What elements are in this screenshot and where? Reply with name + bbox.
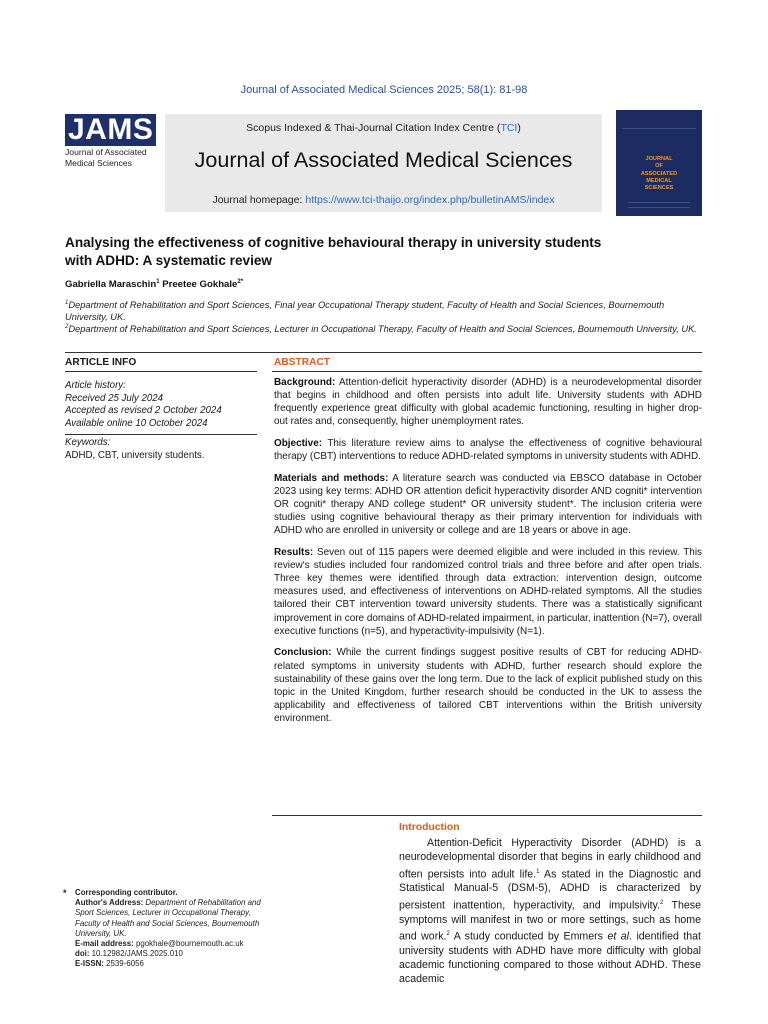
section-text: Seven out of 115 papers were deemed eligible and were included in this review. This review's studies included four randomized control trials and three before and after open trials. Three key themes were identified through data extraction: intervention design, outcome measures used, and effectiveness of interventions on ADHD-related symptoms. All the studies tailored their CBT intervention toward university students. There was a statistically significant improvement in core domains of ADHD-related impairment, in particular, inattention (N=7), overall executive functions (n=5), and hyperactivity-impulsivity (N=1).: [274, 547, 702, 637]
paper-title: [65, 234, 705, 270]
doi-label: doi:: [75, 949, 92, 959]
journal-cover-image: [616, 110, 702, 216]
history-label: Article history:: [65, 380, 126, 391]
tci-link[interactable]: TCI: [500, 122, 518, 134]
journal-logo: [65, 114, 160, 169]
affiliation-text: Department of Rehabilitation and Sport Sciences, Lecturer in Occupational Therapy, Faculty of Health and Social Sciences, Bournemouth University, UK.: [68, 324, 697, 335]
email-label: E-mail address:: [75, 939, 136, 949]
section-label: Materials and methods:: [274, 472, 389, 484]
cover-rule: [628, 202, 690, 203]
cover-title-line: ASSOCIATED: [640, 170, 678, 177]
abstract-results: [274, 546, 702, 638]
cover-title-line: OF: [655, 163, 663, 170]
section-label: Objective:: [274, 438, 323, 450]
intro-text: These symptoms will manifest in two or more settings, such as home and work.: [399, 899, 701, 943]
keywords: [65, 437, 257, 462]
cover-rule: [628, 207, 690, 208]
intro-text: Attention-Deficit Hyperactivity Disorder (ADHD) is a neurodevelopmental disorder that begins in early childhood and often persists into adult life.: [399, 837, 701, 881]
affiliation-1: [65, 298, 705, 323]
affiliation-2: [65, 322, 705, 336]
homepage-link[interactable]: https://www.tci-thaijo.org/index.php/bulletinAMS/index: [305, 194, 555, 206]
corr-address: Department of Rehabilitation and Sport Sciences, Lecturer in Occupational Therapy, Faculty of Health and Social Sciences, Bournemouth University, UK.: [75, 898, 261, 938]
cover-header: [622, 118, 696, 129]
section-label: Background:: [274, 377, 336, 388]
author-sup: 2*: [237, 279, 244, 285]
citation-ref: 1: [536, 868, 540, 875]
article-info-divider: [65, 371, 257, 372]
article-info-divider: [65, 434, 257, 435]
paper-title-line-2: with ADHD: A systematic review: [65, 253, 272, 268]
abstract-body: [274, 376, 702, 734]
intro-text: . identified that university students with ADHD have more difficulty with global academic functioning compared to those without ADHD. These academic: [399, 930, 701, 986]
section-label: Conclusion:: [274, 647, 332, 659]
index-suffix: ): [517, 122, 521, 134]
eissn-label: E-ISSN:: [75, 959, 107, 969]
date-received: Received 25 July 2024: [65, 392, 164, 404]
logo-line-2: Medical Sciences: [65, 158, 132, 168]
corr-email-link[interactable]: pgokhale@bournemouth.ac.uk: [135, 939, 244, 949]
doi-value[interactable]: 10.12982/JAMS.2025.010: [91, 949, 183, 959]
affiliation-sup: 2: [65, 324, 69, 330]
section-text: A literature search was conducted via EBSCO database in October 2023 using key terms: ADHD OR attention deficit hyperactivity disorder AND cogniti* intervention OR cogniti* therapy AND college student* OR university student*. The inclusion criteria were studies using cognitive behavioural therapy as their primary intervention for individuals with ADHD who are enrolled in university or college and are 18 years or above in age.: [274, 472, 702, 537]
article-history: [65, 380, 257, 430]
cover-title: [622, 156, 696, 192]
journal-citation: Journal of Associated Medical Sciences 2025; 58(1): 81-98: [240, 84, 528, 96]
abstract-objective: [274, 437, 702, 463]
journal-homepage: [165, 194, 602, 206]
corresponding-author-note: [65, 888, 270, 970]
author-name: Preetee Gokhale: [159, 279, 238, 291]
keywords-list: ADHD, CBT, university students.: [65, 449, 205, 461]
abstract-background: [274, 376, 702, 428]
cover-title-line: MEDICAL: [646, 177, 672, 184]
author-sup: 1: [156, 279, 160, 285]
section-text: This literature review aims to analyse the effectiveness of cognitive behavioural therapy (CBT) interventions to reduce ADHD-related symptoms in university students with ADHD.: [274, 438, 702, 463]
journal-banner: [165, 114, 602, 212]
section-label: Results:: [274, 547, 314, 559]
section-text: While the current findings suggest positive results of CBT for reducing ADHD-related symptoms in university students with ADHD, further research should explore the sustainability of these gains over the long term. Due to the lack of explicit published study on this topic in the United Kingdom, further research should be conducted in the UK to assess the applicability and effectiveness of tailored CBT interventions within the British university environment.: [274, 647, 702, 724]
asterisk-icon: *: [63, 888, 67, 898]
homepage-label: Journal homepage:: [212, 194, 306, 206]
keywords-label: Keywords:: [65, 437, 111, 448]
logo-acronym: JAMS: [65, 114, 156, 146]
cover-title-line: JOURNAL: [645, 156, 673, 162]
eissn-value: 2539-6056: [106, 959, 144, 969]
logo-line-1: Journal of Associated: [65, 147, 147, 157]
index-prefix: Scopus Indexed & Thai-Journal Citation Index Centre (: [246, 122, 501, 134]
citation-ref: 2: [660, 899, 664, 906]
section-text: Attention-deficit hyperactivity disorder (ADHD) is a neurodevelopmental disorder that begins in childhood and often persists into adult life. University students with ADHD frequently experience great difficulty with global academic functioning, resulting in higher drop-out rates and, consequently, higher unemployment rates.: [274, 377, 702, 428]
section-divider: [65, 352, 702, 353]
intro-text: As stated in the Diagnostic and Statistical Manual-5 (DSM-5), ADHD is characterized by persistent inattention, hyperactivity, and impulsivity.: [399, 868, 701, 912]
affiliation-sup: 1: [65, 300, 69, 306]
address-label: Author's Address:: [75, 898, 146, 908]
intro-etal: et al: [607, 930, 630, 943]
introduction-body: [399, 836, 701, 987]
article-info-header: ARTICLE INFO: [65, 357, 137, 368]
date-accepted: Accepted as revised 2 October 2024: [65, 405, 222, 416]
abstract-methods: [274, 472, 702, 537]
cover-title-line: SCIENCES: [644, 185, 674, 192]
date-online: Available online 10 October 2024: [65, 417, 208, 429]
abstract-header: ABSTRACT: [274, 357, 331, 368]
intro-text: A study conducted by Emmers: [449, 930, 608, 943]
author-name: Gabriella Maraschin: [65, 279, 157, 291]
logo-subtitle: [65, 147, 160, 169]
abstract-divider: [272, 371, 702, 372]
author-list: [65, 279, 243, 290]
journal-title: Journal of Associated Medical Sciences: [194, 148, 573, 172]
corr-label: Corresponding contributor.: [75, 888, 178, 897]
abstract-end-divider: [272, 815, 702, 816]
affiliation-text: Department of Rehabilitation and Sport Sciences, Final year Occupational Therapy student, Faculty of Health and Social Sciences, Bournemouth University, UK.: [65, 300, 665, 322]
citation-ref: 2: [446, 930, 450, 937]
introduction-header: Introduction: [399, 822, 460, 833]
paper-title-line-1: Analysing the effectiveness of cognitive behavioural therapy in university students: [65, 235, 602, 250]
index-statement: [165, 122, 602, 134]
introduction-paragraph: [399, 836, 701, 987]
abstract-conclusion: [274, 646, 702, 725]
